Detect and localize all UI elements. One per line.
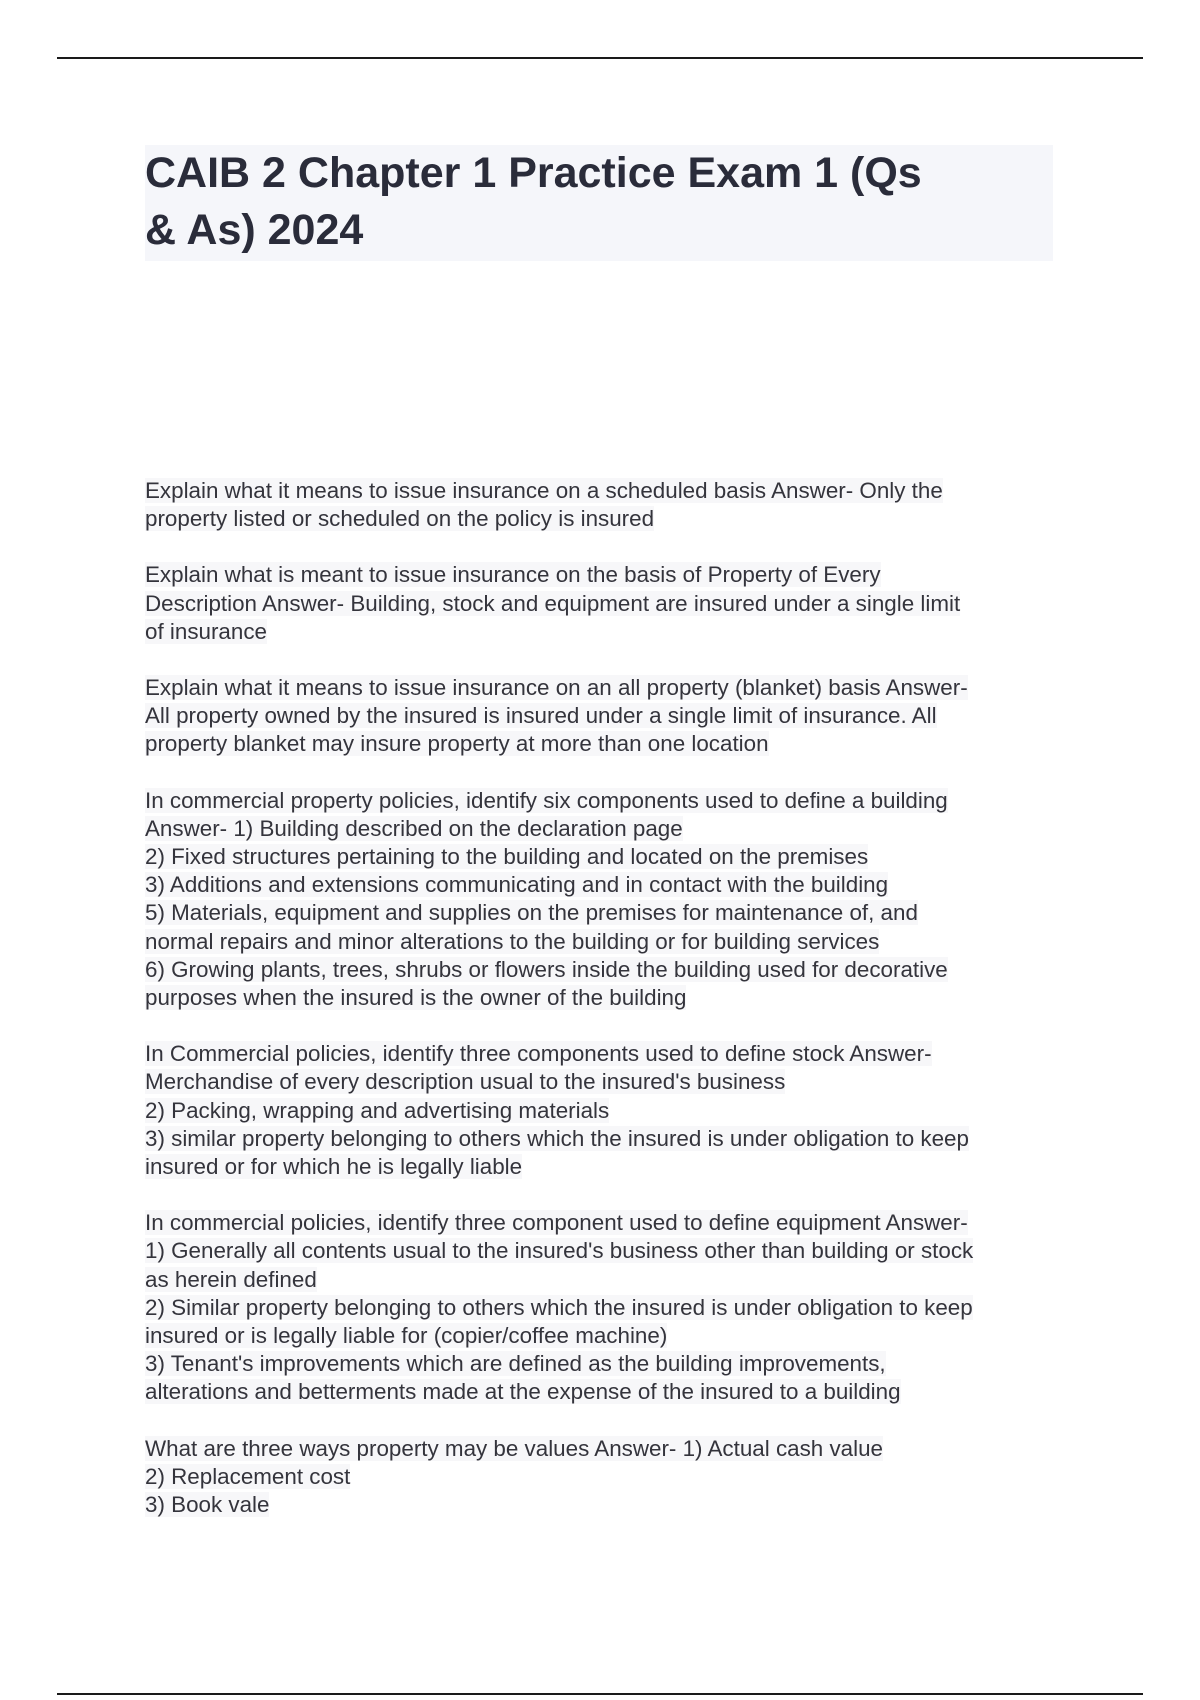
qa-text-line: Description Answer- Building, stock and equipment are insured under a single limit [145, 590, 961, 616]
qa-text-line: 2) Fixed structures pertaining to the building and located on the premises [145, 844, 869, 870]
qa-text-line: Answer- 1) Building described on the declaration page [145, 815, 683, 841]
qa-text-line: 6) Growing plants, trees, shrubs or flowers inside the building used for decorative [145, 956, 948, 982]
qa-text-line: as herein defined [145, 1266, 317, 1292]
qa-item [145, 1435, 1060, 1520]
qa-item [145, 561, 1060, 646]
qa-item [145, 674, 1060, 759]
qa-text-line: All property owned by the insured is insured under a single limit of insurance. All [145, 703, 937, 729]
qa-text-line: 2) Similar property belonging to others which the insured is under obligation to keep [145, 1294, 973, 1320]
qa-text-line: In commercial property policies, identify six components used to define a building [145, 787, 948, 813]
qa-text-line: purposes when the insured is the owner of the building [145, 985, 687, 1011]
qa-text-line: normal repairs and minor alterations to the building or for building services [145, 928, 880, 954]
qa-text-line: 2) Replacement cost [145, 1463, 351, 1489]
qa-text-line: Explain what is meant to issue insurance on the basis of Property of Every [145, 562, 881, 588]
qa-text-line: property listed or scheduled on the policy is insured [145, 506, 655, 532]
qa-text-line: property blanket may insure property at more than one location [145, 731, 769, 757]
qa-text-line: Explain what it means to issue insurance on an all property (blanket) basis Answer- [145, 675, 968, 701]
qa-text-line: 3) Tenant's improvements which are defined as the building improvements, [145, 1351, 886, 1377]
qa-item [145, 787, 1060, 1013]
page-title [145, 145, 1053, 259]
qa-text-line: 3) Additions and extensions communicating and in contact with the building [145, 872, 889, 898]
qa-text-line: In commercial policies, identify three component used to define equipment Answer- [145, 1210, 968, 1236]
top-rule [57, 57, 1143, 59]
qa-text-line: 5) Materials, equipment and supplies on the premises for maintenance of, and [145, 900, 918, 926]
qa-text-line: 3) Book vale [145, 1492, 270, 1518]
qa-list [145, 477, 1060, 1547]
qa-text-line: Merchandise of every description usual to the insured's business [145, 1069, 786, 1095]
qa-item [145, 1040, 1060, 1181]
qa-text-line: 3) similar property belonging to others which the insured is under obligation to keep [145, 1125, 969, 1151]
title-line: CAIB 2 Chapter 1 Practice Exam 1 (Qs [145, 149, 922, 197]
qa-text-line: insured or is legally liable for (copier/coffee machine) [145, 1323, 668, 1349]
bottom-rule [57, 1693, 1143, 1695]
qa-text-line: 1) Generally all contents usual to the insured's business other than building or stock [145, 1238, 974, 1264]
qa-text-line: of insurance [145, 618, 267, 644]
qa-text-line: Explain what it means to issue insurance on a scheduled basis Answer- Only the [145, 478, 943, 503]
qa-text-line: What are three ways property may be values Answer- 1) Actual cash value [145, 1435, 883, 1461]
title-line: & As) 2024 [145, 206, 364, 254]
qa-item [145, 1209, 1060, 1406]
qa-text-line: alterations and betterments made at the expense of the insured to a building [145, 1379, 901, 1405]
qa-text-line: insured or for which he is legally liable [145, 1154, 523, 1180]
qa-text-line: In Commercial policies, identify three components used to define stock Answer- [145, 1041, 932, 1067]
qa-text-line: 2) Packing, wrapping and advertising materials [145, 1097, 610, 1123]
qa-item [145, 477, 1060, 533]
title-block [145, 145, 1053, 261]
